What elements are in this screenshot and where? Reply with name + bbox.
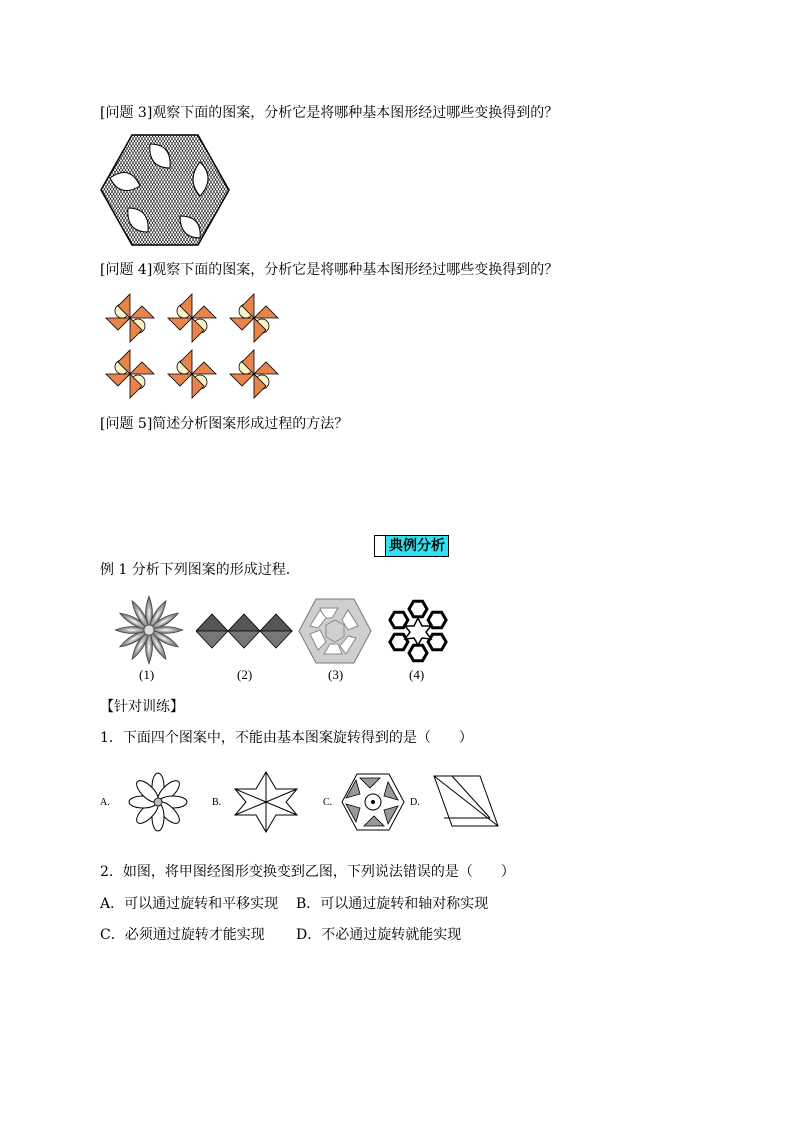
parallelogram-option-d — [430, 772, 502, 830]
eight-petal-flower-option-a — [118, 772, 198, 832]
example-1-text: 例 1 分析下列图案的形成过程. — [100, 562, 291, 578]
caption-4: (4) — [409, 667, 425, 682]
caption-3: (3) — [328, 667, 344, 682]
choice-d: D．不必通过旋转就能实现 — [296, 927, 462, 943]
flower-figure-1 — [108, 595, 190, 669]
six-point-star-option-b — [230, 770, 302, 834]
hexagon-rotation-figure-3 — [298, 598, 372, 664]
question-4: [问题 4]观察下面的图案，分析它是将哪种基本图形经过哪些变换得到的？ — [100, 262, 559, 278]
training-question-2: 2．如图，将甲图经图形变换变到乙图，下列说法错误的是（ ） — [100, 864, 515, 880]
question-5: [问题 5]简述分析图案形成过程的方法？ — [100, 416, 349, 432]
choice-b: B．可以通过旋转和轴对称实现 — [296, 896, 489, 912]
caption-2: (2) — [237, 667, 253, 682]
option-b-label: B. — [212, 797, 222, 808]
training-question-1: 1．下面四个图案中，不能由基本图案旋转得到的是（ ） — [100, 730, 473, 746]
option-c-label: C. — [323, 797, 333, 808]
diamonds-figure-2 — [196, 606, 296, 656]
choice-a: A．可以通过旋转和平移实现 — [100, 896, 279, 912]
section-badge: 典例分析 — [374, 535, 449, 557]
rotating-triangles-option-c — [340, 772, 406, 832]
pinwheel-pattern-figure — [100, 290, 290, 402]
option-d-label: D. — [410, 797, 420, 808]
choice-c: C．必须通过旋转才能实现 — [100, 927, 265, 943]
option-a-label: A. — [100, 797, 110, 808]
question-3: [问题 3]观察下面的图案，分析它是将哪种基本图形经过哪些变换得到的？ — [100, 105, 559, 121]
hexagon-ring-figure-4 — [382, 598, 454, 664]
training-heading: 【针对训练】 — [100, 699, 184, 715]
hexagon-string-art-figure — [100, 134, 230, 246]
caption-1: (1) — [139, 667, 155, 682]
